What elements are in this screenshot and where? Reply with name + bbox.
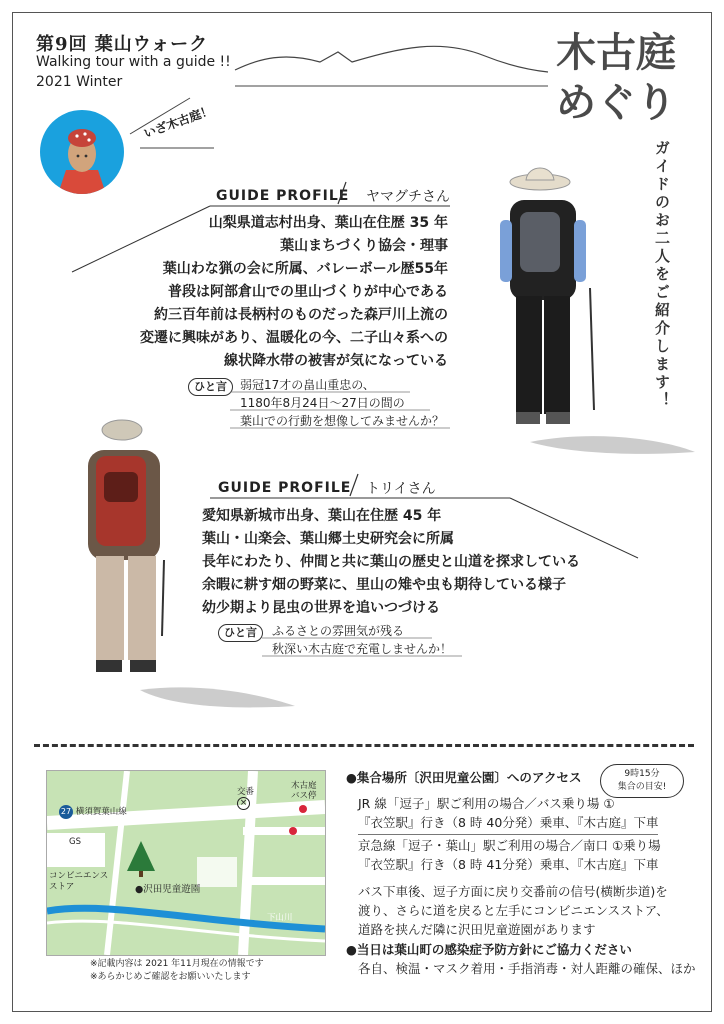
guide2-quote-line: ふるさとの雰囲気が残る xyxy=(272,624,405,638)
guide1-line: 線状降水帯の被害が気になっている xyxy=(224,353,448,369)
guide2-quote-line: 秋深い木古庭で充電しませんか！ xyxy=(272,642,453,656)
guide2-quote-underlines xyxy=(262,636,472,660)
convenience-store-label xyxy=(49,871,108,893)
koban-icon: × xyxy=(237,797,250,810)
guide1-name: ヤマグチさん xyxy=(366,189,450,205)
jr-route xyxy=(358,794,659,832)
covid-notice xyxy=(346,940,696,978)
guide1-quote-line: 弱冠17才の畠山重忠の、 xyxy=(240,378,375,392)
callout-text: いざ木古庭！ xyxy=(141,103,215,141)
access-heading: ●集合場所〔沢田児童公園〕へのアクセス xyxy=(346,770,582,785)
walk-line: バス下車後、逗子方面に戻り交番前の信号(横断歩道)を xyxy=(358,884,668,899)
route-name: 横須賀葉山線 xyxy=(75,807,127,817)
assembly-time: 9時15分 xyxy=(624,769,660,779)
route-label xyxy=(59,805,127,819)
walk-line: 渡り、さらに道を戻ると左手にコンビニエンスストア、 xyxy=(358,903,669,918)
assembly-note: 集合の目安! xyxy=(617,782,667,792)
jr-line-2: 『衣笠駅』行き（8 時 40分発）乗車、『木古庭』下車 xyxy=(358,815,659,830)
guide1-quote-line: 1180年8月24日〜27日の間の xyxy=(240,396,405,410)
walk-line: 道路を挟んだ隣に沢田児童遊園があります xyxy=(358,922,596,937)
guide1-line: 普段は阿部倉山での里山づくりが中心である xyxy=(168,284,448,300)
section-divider xyxy=(34,744,694,747)
guide1-profile-en: GUIDE PROFILE xyxy=(216,188,350,204)
guide2-line: 幼少期より昆虫の世界を追いつづける xyxy=(202,600,440,616)
vertical-intro: ガイドのお二人をご紹介します！ xyxy=(653,140,671,410)
route-number-icon: 27 xyxy=(59,805,73,819)
walker-photo-1 xyxy=(470,160,700,460)
guide1-line: 変遷に興味があり、温暖化の今、二子山々系への xyxy=(140,330,448,346)
covid-line-2: 各自、検温・マスク着用・手指消毒・対人距離の確保、ほか xyxy=(358,961,696,976)
guide2-line: 葉山・山楽会、葉山郷土史研究会に所属 xyxy=(202,531,454,547)
guide2-profile-en: GUIDE PROFILE xyxy=(218,480,352,496)
bus-stop-type: バス停 xyxy=(291,791,317,801)
park-label: ●沢田児童遊園 xyxy=(135,884,201,895)
guide1-quote-line: 葉山での行動を想像してみませんか？ xyxy=(240,414,445,428)
bus-stop-label xyxy=(291,781,317,801)
guide2-name: トリイさん xyxy=(366,481,436,497)
guide1-line: 山梨県道志村出身、葉山在住歴 35 年 xyxy=(208,215,448,231)
guide1-line: 約三百年前は長柄村のものだった森戸川上流の xyxy=(154,307,448,323)
koban-label: 交番 xyxy=(237,787,255,797)
guide2-line: 余暇に耕す畑の野菜に、里山の雉や虫も期待している様子 xyxy=(202,577,566,593)
route-separator xyxy=(358,834,658,835)
keikyu-route xyxy=(358,836,661,874)
main-title-2: めぐり xyxy=(556,79,676,126)
season: 2021 Winter xyxy=(36,74,123,90)
subtitle-en: Walking tour with a guide !! xyxy=(36,54,231,70)
covid-line-1: ●当日は葉山町の感染症予防方針にご協力ください xyxy=(346,942,632,957)
keikyu-line-1: 京急線「逗子・葉山」駅ご利用の場合／南口 ①乗り場 xyxy=(358,838,661,853)
map-note: ※あらかじめご確認をお願いいたします xyxy=(90,972,251,982)
bus-stop-name: 木古庭 xyxy=(291,781,317,791)
callout-lines xyxy=(128,96,228,152)
walking-directions xyxy=(358,882,669,939)
guide2-hitokoto-badge: ひと言 xyxy=(218,624,263,642)
assembly-time-badge xyxy=(600,764,684,798)
guide2-line: 愛知県新城市出身、葉山在住歴 45 年 xyxy=(202,508,442,524)
river-label: 下山川 xyxy=(267,913,293,923)
main-title-1: 木古庭 xyxy=(556,29,676,76)
mountain-line-icon xyxy=(230,30,550,90)
guide1-profile-text xyxy=(140,212,448,373)
gs-label: GS xyxy=(69,837,81,847)
keikyu-line-2: 『衣笠駅』行き（8 時 41分発）乗車、『木古庭』下車 xyxy=(358,857,659,872)
guide2-profile-text xyxy=(202,505,580,620)
guide1-line: 葉山わな猟の会に所属、バレーボール歴55年 xyxy=(162,261,448,277)
guide1-hitokoto-badge: ひと言 xyxy=(188,378,233,396)
event-title: 第9回 葉山ウォーク xyxy=(36,34,209,55)
guide2-line: 長年にわたり、仲間と共に葉山の歴史と山道を探求している xyxy=(202,554,580,570)
map-notes xyxy=(90,958,264,984)
map-roads xyxy=(47,771,325,955)
guide1-line: 葉山まちづくり協会・理事 xyxy=(280,238,448,254)
bus-stop-icon xyxy=(289,827,297,835)
bus-stop-icon xyxy=(299,805,307,813)
tree-icon xyxy=(127,841,155,877)
map-note: ※記載内容は 2021 年11月現在の情報です xyxy=(90,959,264,969)
store-name-1: コンビニエンス xyxy=(49,871,109,881)
store-name-2: ストア xyxy=(49,882,75,892)
access-map xyxy=(46,770,326,956)
jr-line-1: JR 線「逗子」駅ご利用の場合／バス乗り場 ① xyxy=(358,796,615,811)
